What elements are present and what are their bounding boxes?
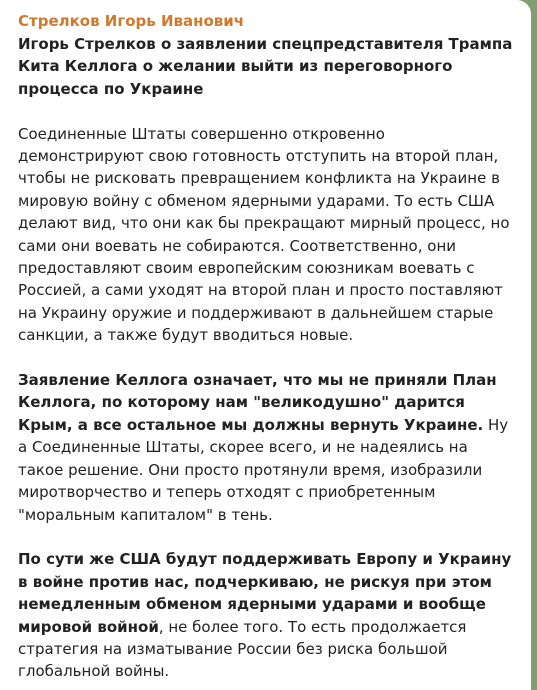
paragraph-2-bold: Заявление Келлога означает, что мы не приняли План Келлога, по которому нам "великодушно" дарится Крым, а все остальное мы должны вернуть Украине. <box>18 371 497 434</box>
paragraph-3-rest: , не более того. То есть продолжается стратегия на изматывание России без риска большой глобальной войны. <box>18 617 467 681</box>
paragraph-3-bold: По сути же США будут поддерживать Европу и Украину в войне против нас, подчеркиваю, не рискуя при этом немедленным обменом ядерными ударами и вообще мировой войной <box>18 550 512 636</box>
paragraph-3 <box>18 548 513 682</box>
paragraph-1: Соединенные Штаты совершенно откровенно демонстрируют свою готовность отступить на второй план, чтобы не рисковать превращением конфликта на Украине в мировую войну с обменом ядерными ударами. То есть США делают вид, что они как бы прекращают мирный процесс, но сами они воевать не собираются. Соответственно, они предоставляют своим европейским союзникам воевать с Россией, а сами уходят на второй план и просто поставляют на Украину оружие и поддерживают в дальнейшем старые санкции, а также будут вводиться новые. <box>18 124 510 345</box>
author-name[interactable]: Стрелков Игорь Иванович <box>18 12 245 30</box>
message-text <box>18 33 513 683</box>
post-title: Игорь Стрелков о заявлении спецпредставителя Трампа Кита Келлога о желании выйти из переговорного процесса по Украине <box>18 35 513 98</box>
paragraph-2-rest: Ну а Соединенные Штаты, скорее всего, и не надеялись на такое решение. Они просто протянули время, изобразили миротворчество и теперь отходят с приобретенным "моральным капиталом" в тень. <box>18 415 509 524</box>
paragraph-2 <box>18 369 513 526</box>
